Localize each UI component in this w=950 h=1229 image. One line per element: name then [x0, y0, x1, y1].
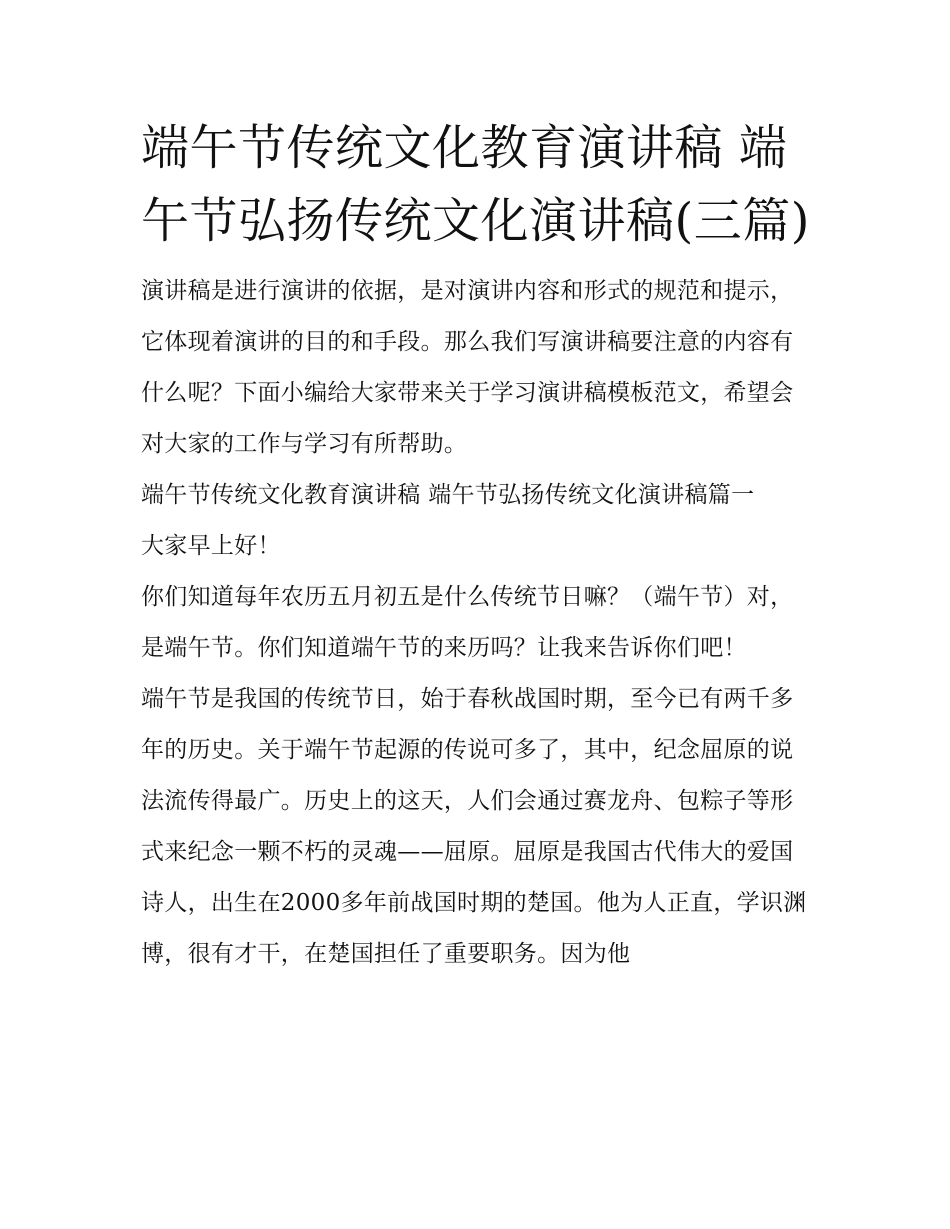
history-paragraph: 端午节是我国的传统节日，始于春秋战国时期，至今已有两千多年的历史。关于端午节起源的传说可多了，其中，纪念屈原的说法流传得最广。历史上的这天，人们会通过赛龙舟、包粽子等形式来纪念一颗不朽的灵魂——屈原。屈原是我国古代伟大的爱国诗人，出生在2000多年前战国时期的楚国。他为人正直，学识渊博，很有才干，在楚国担任了重要职务。因为他 [141, 686, 807, 967]
section-heading: 端午节传统文化教育演讲稿 端午节弘扬传统文化演讲稿篇一 [141, 482, 755, 508]
document-title: 端午节传统文化教育演讲稿 端午节弘扬传统文化演讲稿(三篇) [141, 120, 810, 249]
question-paragraph: 你们知道每年农历五月初五是什么传统节日嘛？（端午节）对，是端午节。你们知道端午节的来历吗？让我来告诉你们吧！ [141, 584, 794, 661]
intro-paragraph: 演讲稿是进行演讲的依据，是对演讲内容和形式的规范和提示，它体现着演讲的目的和手段。那么我们写演讲稿要注意的内容有什么呢？下面小编给大家带来关于学习演讲稿模板范文，希望会对大家的工作与学习有所帮助。 [141, 278, 794, 457]
greeting-paragraph: 大家早上好！ [141, 533, 281, 559]
document-body [141, 112, 813, 980]
